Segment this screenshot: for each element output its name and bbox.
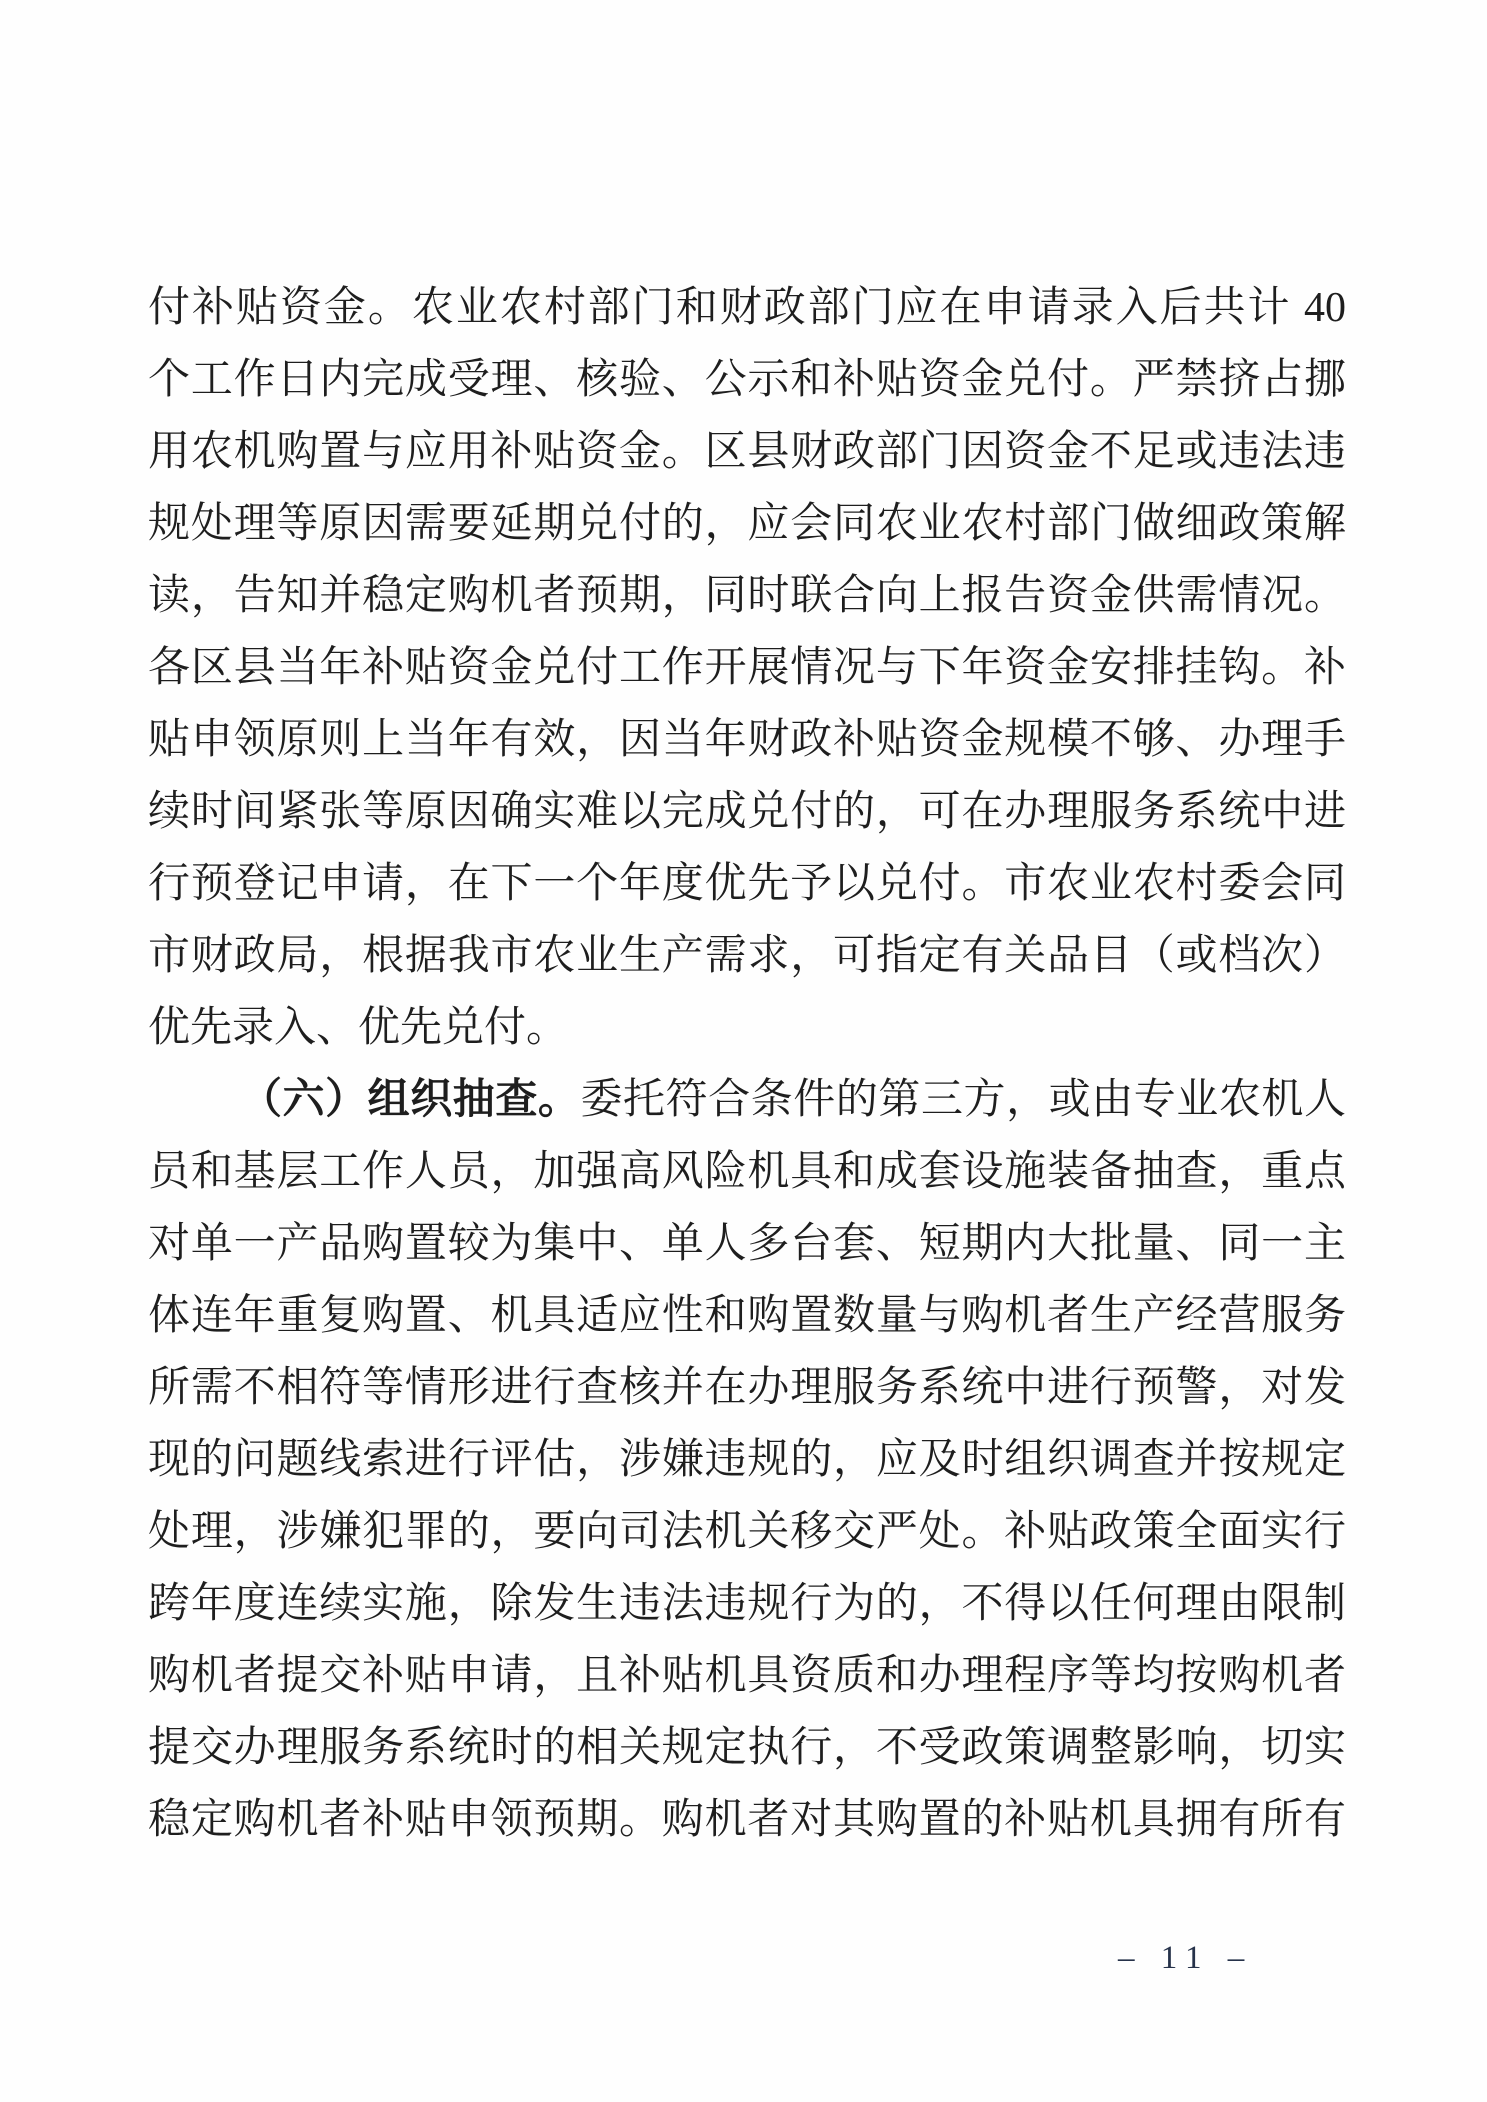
section-first-line-text: 委托符合条件的第三方，或由专业农机人	[580, 1077, 1346, 1123]
text-line: 跨年度连续实施，除发生违法违规行为的，不得以任何理由限制	[148, 1581, 1346, 1627]
page-number: – 11 –	[1118, 1940, 1254, 1976]
text-line: 读，告知并稳定购机者预期，同时联合向上报告资金供需情况。	[148, 573, 1346, 619]
document-body	[148, 272, 1346, 1856]
text-line: 规处理等原因需要延期兑付的，应会同农业农村部门做细政策解	[148, 501, 1346, 547]
text-line: 行预登记申请，在下一个年度优先予以兑付。市农业农村委会同	[148, 861, 1346, 907]
section-heading-line	[148, 1064, 1346, 1136]
text-line: 提交办理服务系统时的相关规定执行，不受政策调整影响，切实	[148, 1725, 1346, 1771]
text-line: 购机者提交补贴申请，且补贴机具资质和办理程序等均按购机者	[148, 1653, 1346, 1699]
text-line: 所需不相符等情形进行查核并在办理服务系统中进行预警，对发	[148, 1365, 1346, 1411]
text-line: 对单一产品购置较为集中、单人多台套、短期内大批量、同一主	[148, 1221, 1346, 1267]
text-line: 各区县当年补贴资金兑付工作开展情况与下年资金安排挂钩。补	[148, 645, 1346, 691]
paragraph-last-line: 优先录入、优先兑付。	[148, 1005, 569, 1051]
text-line: 个工作日内完成受理、核验、公示和补贴资金兑付。严禁挤占挪	[148, 357, 1346, 403]
text-line: 处理，涉嫌犯罪的，要向司法机关移交严处。补贴政策全面实行	[148, 1509, 1346, 1555]
section-heading: （六）组织抽查。	[240, 1077, 581, 1123]
text-line: 体连年重复购置、机具适应性和购置数量与购机者生产经营服务	[148, 1293, 1346, 1339]
text-line: 付补贴资金。农业农村部门和财政部门应在申请录入后共计 40	[148, 285, 1346, 331]
text-line: 贴申领原则上当年有效，因当年财政补贴资金规模不够、办理手	[148, 717, 1346, 763]
text-line: 员和基层工作人员，加强高风险机具和成套设施装备抽查，重点	[148, 1149, 1346, 1195]
text-line: 稳定购机者补贴申领预期。购机者对其购置的补贴机具拥有所有	[148, 1797, 1346, 1843]
text-line: 用农机购置与应用补贴资金。区县财政部门因资金不足或违法违	[148, 429, 1346, 475]
text-line: 市财政局，根据我市农业生产需求，可指定有关品目（或档次）	[148, 933, 1346, 979]
text-line: 现的问题线索进行评估，涉嫌违规的，应及时组织调查并按规定	[148, 1437, 1346, 1483]
text-line: 续时间紧张等原因确实难以完成兑付的，可在办理服务系统中进	[148, 789, 1346, 835]
